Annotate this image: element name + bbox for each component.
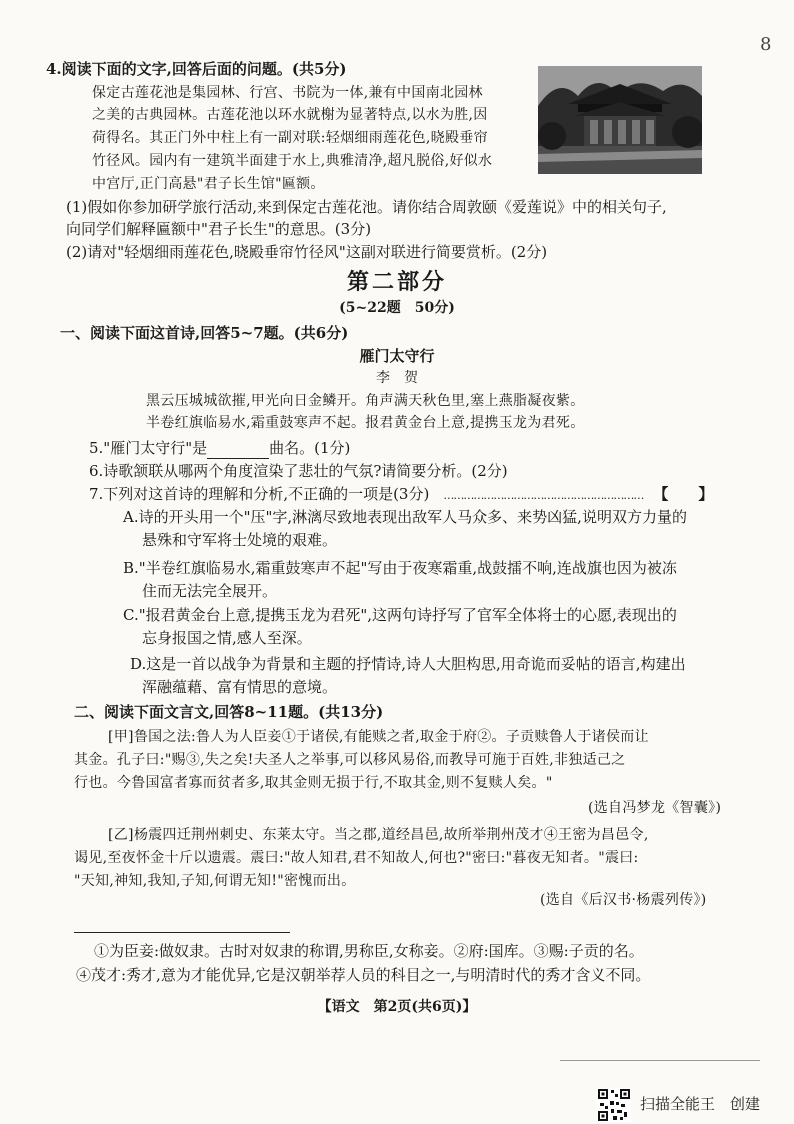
passage-jia-source: (选自冯梦龙《智囊》): [588, 800, 722, 816]
footnote-divider: [74, 932, 290, 933]
q7-option-d: D.这是一首以战争为背景和主题的抒情诗,诗人大胆构思,用奇诡而妥帖的语言,构建出: [130, 655, 686, 673]
q7-text: 7.下列对这首诗的理解和分析,不正确的一项是(3分): [89, 485, 430, 503]
q7-option-b: B."半卷红旗临易水,霜重鼓寒声不起"写由于夜寒霜重,战鼓擂不响,连战旗也因为被冻: [123, 559, 677, 577]
part2-title: 第二部分: [346, 269, 447, 295]
section1-header: 一、阅读下面这首诗,回答5~7题。(共6分): [60, 324, 349, 342]
q7-option-c-cont: 忘身报国之情,感人至深。: [142, 629, 312, 647]
q7-option-d-cont: 浑融蕴藉、富有情思的意境。: [142, 678, 338, 696]
q7-stem: [89, 483, 713, 507]
q5-text-after: 曲名。(1分): [269, 439, 351, 457]
q4-passage-line: 之美的古典园林。古莲花池以环水就榭为显著特点,以水为胜,因: [92, 107, 488, 123]
q7-option-a: A.诗的开头用一个"压"字,淋漓尽致地表现出敌军人马众多、来势凶猛,说明双方力量的: [123, 508, 687, 526]
lotus-pond-pavilion-photo: [538, 66, 702, 174]
q6: 6.诗歌颔联从哪两个角度渲染了悲壮的气氛?请简要分析。(2分): [89, 462, 508, 480]
poem-line: 黑云压城城欲摧,甲光向日金鳞开。角声满天秋色里,塞上燕脂凝夜紫。: [146, 393, 585, 409]
q7-option-a-cont: 悬殊和守军将士处境的艰难。: [142, 531, 338, 549]
qr-code-icon: [597, 1088, 631, 1122]
passage-yi-line: [乙]杨震四迁荆州刺史、东莱太守。当之郡,道经昌邑,故所举荆州茂才④王密为昌邑令,: [108, 827, 649, 843]
q7-leader-dots: ……………………………………………………: [443, 489, 644, 502]
scan-edge-line: [560, 1060, 760, 1061]
q4-passage-line: 保定古莲花池是集园林、行宫、书院为一体,兼有中国南北园林: [92, 85, 483, 101]
passage-jia-line: 其金。孔子曰:"赐③,失之矣!夫圣人之举事,可以移风易俗,而教导可施于百姓,非独适己之: [74, 752, 626, 768]
q4-sub1-line: (1)假如你参加研学旅行活动,来到保定古莲花池。请你结合周敦颐《爱莲说》中的相关句子,: [66, 198, 667, 216]
passage-yi-line: 谒见,至夜怀金十斤以遗震。震曰:"故人知君,君不知故人,何也?"密曰:"暮夜无知者。"震曰:: [74, 850, 639, 866]
q4-passage-line: 中宫厅,正门高悬"君子长生馆"匾额。: [92, 176, 325, 192]
passage-yi-source: (选自《后汉书·杨震列传》): [540, 892, 707, 908]
page-footer: 【语文 第2页(共6页)】: [317, 999, 477, 1015]
q4-passage-line: 竹径风。园内有一建筑半面建于水上,典雅清净,超凡脱俗,好似水: [92, 153, 493, 169]
q7-answer-bracket[interactable]: 【 】: [653, 485, 714, 503]
passage-yi-line: "天知,神知,我知,子知,何谓无知!"密愧而出。: [74, 873, 356, 889]
q7-option-c: C."报君黄金台上意,提携玉龙为君死",这两句诗抒写了官军全体将士的心愿,表现出的: [123, 606, 677, 624]
footnote-line: ①为臣妾:做奴隶。古时对奴隶的称谓,男称臣,女称妾。②府:国库。③赐:子贡的名。: [94, 942, 644, 960]
passage-jia-line: 行也。今鲁国富者寡而贫者多,取其金则无损于行,不取其金,则不复赎人矣。": [74, 775, 553, 791]
poem-title: 雁门太守行: [359, 347, 435, 365]
poem-line: 半卷红旗临易水,霜重鼓寒声不起。报君黄金台上意,提携玉龙为君死。: [146, 415, 585, 431]
q5-answer-blank[interactable]: [207, 444, 269, 459]
page-edge-mark: 8: [760, 34, 772, 55]
q7-option-b-cont: 住而无法完全展开。: [142, 582, 278, 600]
passage-jia-line: [甲]鲁国之法:鲁人为人臣妾①于诸侯,有能赎之者,取金于府②。子贡赎鲁人于诸侯而让: [108, 729, 649, 745]
q5-text-before: 5."雁门太守行"是: [89, 439, 208, 457]
footnote-line: ④茂才:秀才,意为才能优异,它是汉朝举荐人员的科目之一,与明清时代的秀才含义不同。: [76, 966, 651, 984]
q4-sub2: (2)请对"轻烟细雨莲花色,晓殿垂帘竹径风"这副对联进行简要赏析。(2分): [66, 243, 548, 261]
q4-sub1-line: 向同学们解释匾额中"君子长生"的意思。(3分): [66, 220, 372, 238]
q4-passage-line: 荷得名。其正门外中柱上有一副对联:轻烟细雨莲花色,晓殿垂帘: [92, 130, 488, 146]
part2-range: (5~22题 50分): [339, 300, 455, 316]
poem-author: 李 贺: [376, 370, 418, 386]
section2-header: 二、阅读下面文言文,回答8~11题。(共13分): [74, 703, 384, 721]
scanner-watermark: 扫描全能王 创建: [640, 1095, 761, 1113]
q4-title: 4.阅读下面的文字,回答后面的问题。(共5分): [46, 60, 347, 78]
q5: [89, 437, 350, 459]
